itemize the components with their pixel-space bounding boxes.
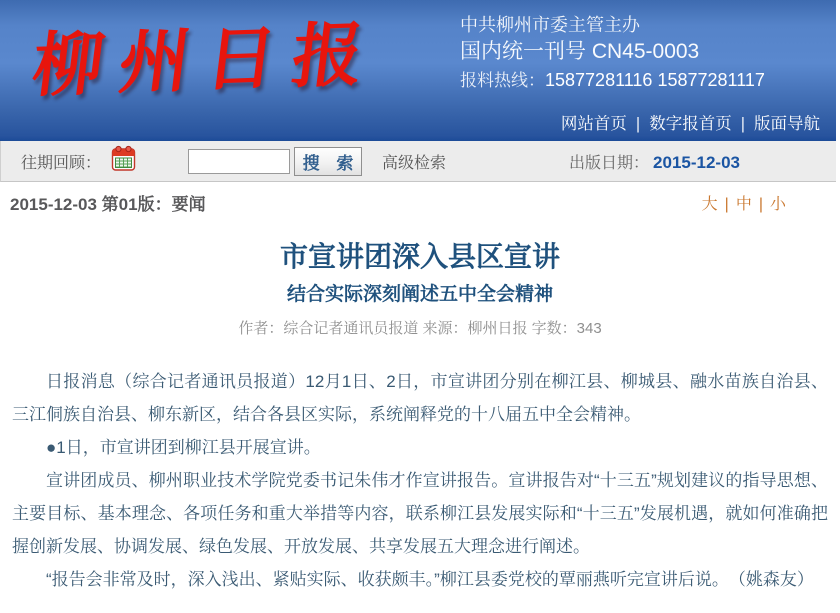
hotline-line <box>460 66 765 95</box>
article-paragraph: “报告会非常及时，深入浅出、紧贴实际、收获颇丰。”柳江县委党校的覃丽燕听完宣讲后说。 （姚森友） <box>46 570 814 589</box>
newspaper-logo[interactable]: 柳州日报 <box>28 12 385 107</box>
top-nav <box>561 110 820 134</box>
nav-page-navigation[interactable]: 版面导航 <box>754 115 820 133</box>
nav-site-home[interactable]: 网站首页 <box>560 115 627 133</box>
nav-epaper-home[interactable]: 数字报首页 <box>649 115 732 133</box>
font-size-controls <box>702 191 786 214</box>
size-separator: | <box>758 195 763 213</box>
font-size-small[interactable]: 小 <box>769 195 786 213</box>
edition-label: 2015-12-03 第01版：要闻 <box>10 194 206 214</box>
edition-meta-row <box>0 182 840 222</box>
sponsor-line: 中共柳州市委主管主办 <box>460 15 640 35</box>
size-separator: | <box>724 195 729 213</box>
article-paragraph: ●1日，市宣讲团到柳江县开展宣讲。 <box>46 438 321 457</box>
nav-separator: | <box>740 115 745 133</box>
article-body <box>12 365 828 596</box>
toolbar <box>0 141 836 182</box>
publish-date-group <box>569 150 740 173</box>
article-byline: 作者：综合记者通讯员报道 来源：柳州日报 字数：343 <box>238 320 602 337</box>
search-input[interactable] <box>188 149 290 174</box>
article-paragraph: 宣讲团成员、柳州职业技术学院党委书记朱伟才作宣讲报告。宣讲报告对“十三五”规划建议的指导思想、主要目标、基本理念、各项任务和重大举措等内容，联系柳江县发展实际和“十三五”发展机遇，就如何准确把握创新发展、协调发展、绿色发展、开放发展、共享发展五大理念进行阐述。 <box>12 471 828 556</box>
advanced-search-link[interactable]: 高级检索 <box>382 154 447 172</box>
masthead-info <box>460 12 765 95</box>
publish-date-label: 出版日期： <box>569 154 650 172</box>
hotline-numbers: 15877281116 15877281117 <box>545 70 765 90</box>
search-button[interactable]: 搜 索 <box>294 147 362 176</box>
masthead <box>0 0 836 141</box>
article-title: 市宣讲团深入县区宣讲 <box>279 241 560 272</box>
archive-label: 往期回顾： <box>21 154 102 172</box>
publish-date-value: 2015-12-03 <box>653 152 740 172</box>
font-size-large[interactable]: 大 <box>701 195 718 213</box>
nav-separator: | <box>635 115 641 133</box>
hotline-label: 报料热线： <box>460 71 545 90</box>
article <box>0 235 840 596</box>
article-paragraph: 日报消息（综合记者通讯员报道）12月1日、2日，市宣讲团分别在柳江县、柳城县、融水苗族自治县、三江侗族自治县、柳东新区，结合各县区实际，系统阐释党的十八届五中全会精神。 <box>12 372 828 424</box>
font-size-medium[interactable]: 中 <box>735 195 752 213</box>
article-subtitle: 结合实际深刻阐述五中全会精神 <box>286 284 553 305</box>
calendar-icon[interactable] <box>111 145 136 177</box>
issn-line: 国内统一刊号 CN45-0003 <box>460 40 700 63</box>
